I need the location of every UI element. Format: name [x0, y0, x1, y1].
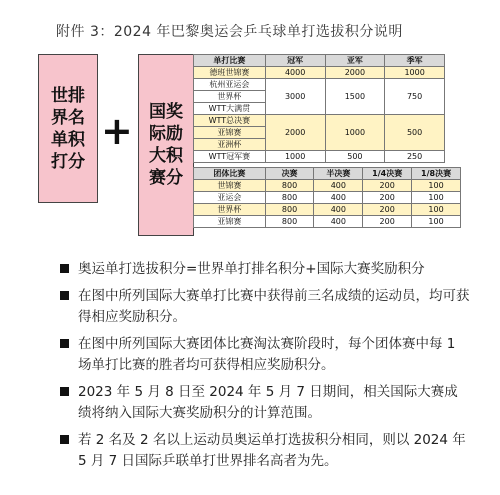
- table-row: [194, 67, 445, 79]
- table-header: 冠军: [265, 55, 325, 67]
- rules-list: [60, 259, 470, 478]
- box-line: 大积: [149, 146, 183, 166]
- table-cell: 400: [314, 192, 363, 204]
- box-line: 赛分: [149, 168, 183, 188]
- table-cell: WTT大满贯: [194, 103, 266, 115]
- table-cell: 200: [363, 180, 412, 192]
- world-ranking-points-box: [38, 54, 98, 203]
- team-points-table: [193, 167, 461, 228]
- table-cell: 世界杯: [194, 91, 266, 103]
- table-row: [194, 204, 461, 216]
- list-item-text: 若 2 名及 2 名以上运动员奥运单打选拔积分相同，则以 2024 年 5 月 7 日国际乒联单打世界排名高者为先。: [78, 431, 466, 469]
- table-cell: 世锦赛: [194, 180, 266, 192]
- table-cell: 德班世锦赛: [194, 67, 266, 79]
- table-cell: 100: [412, 180, 461, 192]
- table-cell: 4000: [265, 67, 325, 79]
- table-cell: 500: [385, 115, 445, 151]
- page-title: 附件 3：2024 年巴黎奥运会乒乓球单打选拔积分说明: [56, 24, 403, 40]
- table-header-row: [194, 55, 445, 67]
- list-item: [60, 382, 470, 425]
- table-header: 1/8决赛: [412, 168, 461, 180]
- table-cell: 亚洲杯: [194, 139, 266, 151]
- list-item: [60, 286, 470, 329]
- table-cell: 750: [385, 79, 445, 115]
- list-item: [60, 430, 470, 473]
- table-cell: 200: [363, 192, 412, 204]
- table-cell: 1000: [265, 151, 325, 163]
- table-header: 季军: [385, 55, 445, 67]
- box-line: 际励: [149, 124, 183, 144]
- square-bullet-icon: [60, 435, 69, 444]
- table-cell: 200: [363, 216, 412, 228]
- singles-points-table: [193, 54, 445, 163]
- table-cell: WTT冠军赛: [194, 151, 266, 163]
- square-bullet-icon: [60, 264, 69, 273]
- table-row: [194, 216, 461, 228]
- box-line: 界名: [51, 107, 85, 128]
- table-cell: 800: [265, 216, 314, 228]
- table-header: 决赛: [265, 168, 314, 180]
- table-cell: 100: [412, 192, 461, 204]
- table-header-row: [194, 168, 461, 180]
- square-bullet-icon: [60, 291, 69, 300]
- table-row: [194, 180, 461, 192]
- list-item-text: 2023 年 5 月 8 日至 2024 年 5 月 7 日期间，相关国际大赛成绩将纳入国际大赛奖励积分的计算范围。: [78, 383, 458, 421]
- table-header: 亚军: [325, 55, 385, 67]
- table-header: 单打比赛: [194, 55, 266, 67]
- table-row: [194, 79, 445, 91]
- table-cell: 400: [314, 204, 363, 216]
- square-bullet-icon: [60, 339, 69, 348]
- table-cell: 亚锦赛: [194, 127, 266, 139]
- list-item: [60, 334, 470, 377]
- box-line: 国奖: [149, 102, 183, 122]
- table-cell: 250: [385, 151, 445, 163]
- table-cell: 1000: [385, 67, 445, 79]
- table-cell: 1500: [325, 79, 385, 115]
- table-cell: 杭州亚运会: [194, 79, 266, 91]
- box-line: 单积: [51, 129, 85, 150]
- table-cell: 1000: [325, 115, 385, 151]
- table-row: [194, 115, 445, 127]
- table-cell: 亚运会: [194, 192, 266, 204]
- plus-sign: +: [101, 109, 133, 153]
- table-cell: 400: [314, 216, 363, 228]
- list-item-text: 在图中所列国际大赛单打比赛中获得前三名成绩的运动员，均可获得相应奖励积分。: [78, 287, 470, 325]
- box-line: 世排: [51, 85, 85, 106]
- table-cell: 亚锦赛: [194, 216, 266, 228]
- table-cell: 200: [363, 204, 412, 216]
- table-cell: 2000: [325, 67, 385, 79]
- table-cell: 500: [325, 151, 385, 163]
- list-item-text: 奥运单打选拔积分=世界单打排名积分+国际大赛奖励积分: [78, 261, 425, 277]
- table-cell: 世界杯: [194, 204, 266, 216]
- table-header: 半决赛: [314, 168, 363, 180]
- list-item: [60, 259, 470, 281]
- table-cell: 100: [412, 204, 461, 216]
- table-cell: 3000: [265, 79, 325, 115]
- international-bonus-points-box: [138, 54, 194, 236]
- table-cell: WTT总决赛: [194, 115, 266, 127]
- table-header: 团体比赛: [194, 168, 266, 180]
- table-row: [194, 192, 461, 204]
- table-cell: 800: [265, 180, 314, 192]
- table-cell: 2000: [265, 115, 325, 151]
- box-line: 打分: [51, 151, 85, 172]
- table-cell: 800: [265, 192, 314, 204]
- table-cell: 400: [314, 180, 363, 192]
- square-bullet-icon: [60, 387, 69, 396]
- list-item-text: 在图中所列国际大赛团体比赛淘汰赛阶段时，每个团体赛中每 1 场单打比赛的胜者均可获得相应奖励积分。: [78, 335, 456, 373]
- table-row: [194, 151, 445, 163]
- table-cell: 100: [412, 216, 461, 228]
- table-header: 1/4决赛: [363, 168, 412, 180]
- table-cell: 800: [265, 204, 314, 216]
